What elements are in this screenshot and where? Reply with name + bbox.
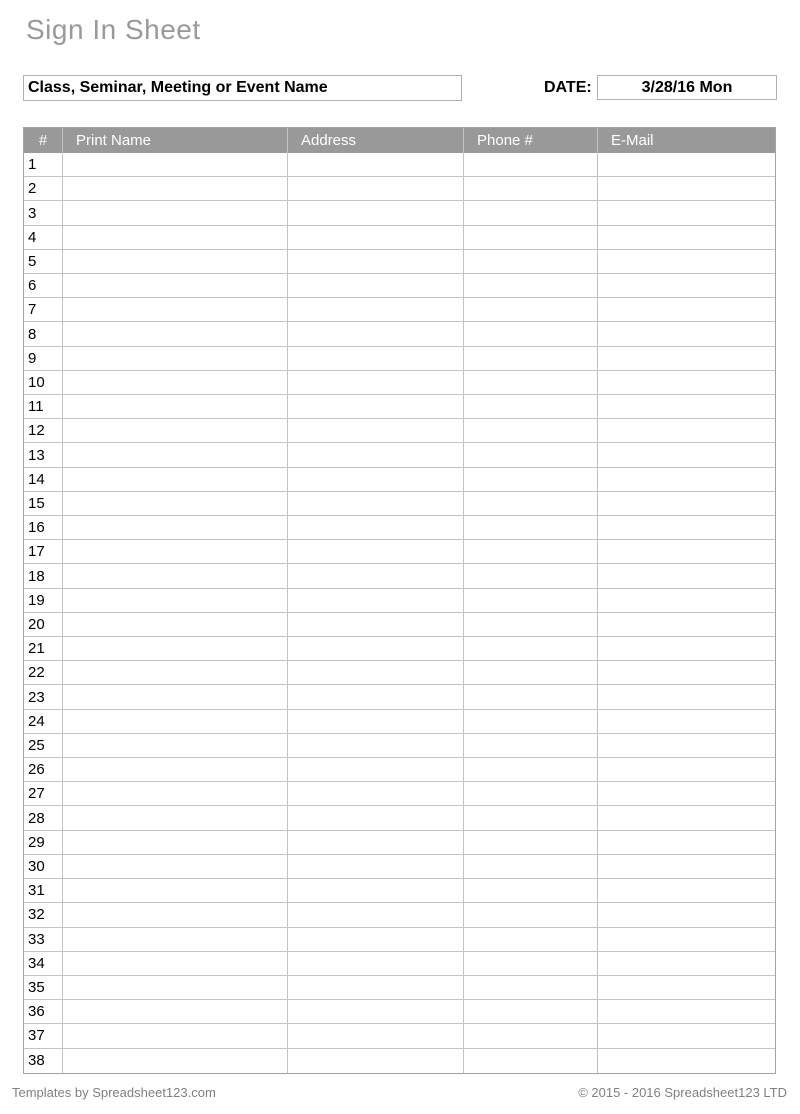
table-row: [24, 710, 775, 734]
phone-cell[interactable]: [464, 855, 598, 878]
row-number-cell: 8: [24, 322, 63, 345]
address-cell[interactable]: [288, 782, 464, 805]
phone-cell[interactable]: [464, 976, 598, 999]
date-field[interactable]: [597, 75, 777, 100]
row-number-cell: 6: [24, 274, 63, 297]
email-cell[interactable]: [598, 855, 775, 878]
print-name-cell[interactable]: [63, 298, 288, 321]
address-cell[interactable]: [288, 419, 464, 442]
print-name-cell[interactable]: [63, 928, 288, 951]
row-number-cell: 7: [24, 298, 63, 321]
print-name-cell[interactable]: [63, 395, 288, 418]
table-row: [24, 928, 775, 952]
table-row: [24, 1000, 775, 1024]
address-cell[interactable]: [288, 661, 464, 684]
email-cell[interactable]: [598, 274, 775, 297]
table-row: [24, 782, 775, 806]
email-cell[interactable]: [598, 1049, 775, 1073]
phone-cell[interactable]: [464, 201, 598, 224]
email-cell[interactable]: [598, 710, 775, 733]
phone-cell[interactable]: [464, 903, 598, 926]
address-cell[interactable]: [288, 540, 464, 563]
table-row: [24, 177, 775, 201]
email-cell[interactable]: [598, 637, 775, 660]
phone-cell[interactable]: [464, 710, 598, 733]
table-row: [24, 637, 775, 661]
print-name-cell[interactable]: [63, 226, 288, 249]
print-name-cell[interactable]: [63, 613, 288, 636]
print-name-cell[interactable]: [63, 443, 288, 466]
print-name-cell[interactable]: [63, 782, 288, 805]
phone-cell[interactable]: [464, 226, 598, 249]
column-header-address: Address: [288, 128, 464, 153]
table-row: [24, 201, 775, 225]
table-row: [24, 564, 775, 588]
phone-cell[interactable]: [464, 250, 598, 273]
address-cell[interactable]: [288, 492, 464, 515]
address-cell[interactable]: [288, 395, 464, 418]
phone-cell[interactable]: [464, 492, 598, 515]
email-cell[interactable]: [598, 685, 775, 708]
row-number-cell: 22: [24, 661, 63, 684]
email-cell[interactable]: [598, 201, 775, 224]
address-cell[interactable]: [288, 613, 464, 636]
email-cell[interactable]: [598, 782, 775, 805]
sign-in-table: [23, 127, 776, 1074]
table-row: [24, 395, 775, 419]
email-cell[interactable]: [598, 395, 775, 418]
email-cell[interactable]: [598, 564, 775, 587]
table-row: [24, 589, 775, 613]
phone-cell[interactable]: [464, 661, 598, 684]
address-cell[interactable]: [288, 564, 464, 587]
row-number-cell: 17: [24, 540, 63, 563]
table-row: [24, 226, 775, 250]
row-number-cell: 12: [24, 419, 63, 442]
print-name-cell[interactable]: [63, 274, 288, 297]
row-number-cell: 18: [24, 564, 63, 587]
print-name-cell[interactable]: [63, 468, 288, 491]
table-row: [24, 952, 775, 976]
address-cell[interactable]: [288, 1049, 464, 1073]
date-value: 3/28/16 Mon: [641, 78, 733, 96]
address-cell[interactable]: [288, 201, 464, 224]
table-row: [24, 1049, 775, 1073]
print-name-cell[interactable]: [63, 903, 288, 926]
row-number-cell: 29: [24, 831, 63, 854]
address-cell[interactable]: [288, 589, 464, 612]
footer-credit: Templates by Spreadsheet123.com: [12, 1085, 216, 1100]
phone-cell[interactable]: [464, 564, 598, 587]
address-cell[interactable]: [288, 468, 464, 491]
table-row: [24, 661, 775, 685]
email-cell[interactable]: [598, 226, 775, 249]
table-row: [24, 1024, 775, 1048]
row-number-cell: 11: [24, 395, 63, 418]
column-header-email: E-Mail: [611, 132, 654, 149]
print-name-cell[interactable]: [63, 250, 288, 273]
print-name-cell[interactable]: [63, 976, 288, 999]
address-cell[interactable]: [288, 879, 464, 902]
print-name-cell[interactable]: [63, 322, 288, 345]
email-cell[interactable]: [598, 758, 775, 781]
row-number-cell: 24: [24, 710, 63, 733]
print-name-cell[interactable]: [63, 685, 288, 708]
print-name-cell[interactable]: [63, 710, 288, 733]
row-number-cell: 20: [24, 613, 63, 636]
table-row: [24, 347, 775, 371]
address-cell[interactable]: [288, 322, 464, 345]
print-name-cell[interactable]: [63, 879, 288, 902]
print-name-cell[interactable]: [63, 661, 288, 684]
column-header-phone: Phone #: [464, 128, 598, 153]
row-number-cell: 1: [24, 153, 63, 176]
phone-cell[interactable]: [464, 1024, 598, 1047]
table-row: [24, 443, 775, 467]
row-number-cell: 38: [24, 1049, 63, 1073]
phone-cell[interactable]: [464, 516, 598, 539]
address-cell[interactable]: [288, 1024, 464, 1047]
email-cell[interactable]: [598, 661, 775, 684]
email-cell[interactable]: [598, 492, 775, 515]
event-name-field[interactable]: [23, 75, 462, 101]
email-cell[interactable]: [598, 153, 775, 176]
row-number-cell: 33: [24, 928, 63, 951]
table-body: [24, 153, 775, 1073]
address-cell[interactable]: [288, 347, 464, 370]
address-cell[interactable]: [288, 758, 464, 781]
print-name-cell[interactable]: [63, 1000, 288, 1023]
phone-cell[interactable]: [464, 322, 598, 345]
row-number-cell: 31: [24, 879, 63, 902]
address-cell[interactable]: [288, 637, 464, 660]
print-name-cell[interactable]: [63, 1024, 288, 1047]
print-name-cell[interactable]: [63, 564, 288, 587]
event-name-text: Class, Seminar, Meeting or Event Name: [28, 79, 328, 96]
email-cell[interactable]: [598, 177, 775, 200]
phone-cell[interactable]: [464, 613, 598, 636]
table-row: [24, 419, 775, 443]
address-cell[interactable]: [288, 177, 464, 200]
print-name-cell[interactable]: [63, 371, 288, 394]
row-number-cell: 15: [24, 492, 63, 515]
row-number-cell: 23: [24, 685, 63, 708]
table-row: [24, 516, 775, 540]
phone-cell[interactable]: [464, 734, 598, 757]
phone-cell[interactable]: [464, 347, 598, 370]
address-cell[interactable]: [288, 831, 464, 854]
address-cell[interactable]: [288, 734, 464, 757]
email-cell[interactable]: [598, 613, 775, 636]
row-number-cell: 10: [24, 371, 63, 394]
row-number-cell: 28: [24, 806, 63, 829]
address-cell[interactable]: [288, 226, 464, 249]
table-row: [24, 903, 775, 927]
email-cell[interactable]: [598, 734, 775, 757]
column-header-print-name: Print Name: [63, 128, 288, 153]
print-name-cell[interactable]: [63, 758, 288, 781]
table-row: [24, 371, 775, 395]
row-number-cell: 4: [24, 226, 63, 249]
row-number-cell: 37: [24, 1024, 63, 1047]
phone-cell[interactable]: [464, 806, 598, 829]
address-cell[interactable]: [288, 855, 464, 878]
phone-cell[interactable]: [464, 831, 598, 854]
print-name-cell[interactable]: [63, 540, 288, 563]
address-cell[interactable]: [288, 371, 464, 394]
row-number-cell: 26: [24, 758, 63, 781]
table-row: [24, 492, 775, 516]
email-cell[interactable]: [598, 589, 775, 612]
phone-cell[interactable]: [464, 371, 598, 394]
table-row: [24, 298, 775, 322]
phone-cell[interactable]: [464, 1049, 598, 1073]
email-cell[interactable]: [598, 1000, 775, 1023]
phone-cell[interactable]: [464, 298, 598, 321]
row-number-cell: 32: [24, 903, 63, 926]
table-row: [24, 613, 775, 637]
email-cell[interactable]: [598, 952, 775, 975]
print-name-cell[interactable]: [63, 831, 288, 854]
address-cell[interactable]: [288, 298, 464, 321]
row-number-cell: 9: [24, 347, 63, 370]
email-cell[interactable]: [598, 468, 775, 491]
address-cell[interactable]: [288, 710, 464, 733]
table-row: [24, 734, 775, 758]
address-cell[interactable]: [288, 928, 464, 951]
table-row: [24, 274, 775, 298]
address-cell[interactable]: [288, 250, 464, 273]
print-name-cell[interactable]: [63, 201, 288, 224]
table-row: [24, 153, 775, 177]
row-number-cell: 14: [24, 468, 63, 491]
email-cell[interactable]: [598, 250, 775, 273]
email-cell[interactable]: [598, 879, 775, 902]
phone-cell[interactable]: [464, 540, 598, 563]
footer-copyright: © 2015 - 2016 Spreadsheet123 LTD: [578, 1085, 787, 1100]
table-row: [24, 468, 775, 492]
address-cell[interactable]: [288, 806, 464, 829]
email-cell[interactable]: [598, 540, 775, 563]
address-cell[interactable]: [288, 153, 464, 176]
email-cell[interactable]: [598, 347, 775, 370]
phone-cell[interactable]: [464, 758, 598, 781]
phone-cell[interactable]: [464, 419, 598, 442]
table-row: [24, 806, 775, 830]
email-cell[interactable]: [598, 903, 775, 926]
phone-cell[interactable]: [464, 468, 598, 491]
address-cell[interactable]: [288, 443, 464, 466]
print-name-cell[interactable]: [63, 855, 288, 878]
print-name-cell[interactable]: [63, 153, 288, 176]
table-row: [24, 758, 775, 782]
print-name-cell[interactable]: [63, 347, 288, 370]
phone-cell[interactable]: [464, 637, 598, 660]
phone-cell[interactable]: [464, 153, 598, 176]
print-name-cell[interactable]: [63, 419, 288, 442]
row-number-cell: 25: [24, 734, 63, 757]
address-cell[interactable]: [288, 685, 464, 708]
email-cell[interactable]: [598, 419, 775, 442]
row-number-cell: 36: [24, 1000, 63, 1023]
phone-cell[interactable]: [464, 443, 598, 466]
row-number-cell: 5: [24, 250, 63, 273]
print-name-cell[interactable]: [63, 516, 288, 539]
phone-cell[interactable]: [464, 395, 598, 418]
print-name-cell[interactable]: [63, 637, 288, 660]
print-name-cell[interactable]: [63, 492, 288, 515]
print-name-cell[interactable]: [63, 734, 288, 757]
row-number-cell: 3: [24, 201, 63, 224]
column-header-number: #: [24, 128, 63, 153]
table-row: [24, 855, 775, 879]
page-title: Sign In Sheet: [26, 14, 201, 45]
table-row: [24, 322, 775, 346]
row-number-cell: 21: [24, 637, 63, 660]
phone-cell[interactable]: [464, 177, 598, 200]
phone-cell[interactable]: [464, 274, 598, 297]
email-cell[interactable]: [598, 976, 775, 999]
email-cell[interactable]: [598, 806, 775, 829]
email-cell[interactable]: [598, 443, 775, 466]
address-cell[interactable]: [288, 274, 464, 297]
phone-cell[interactable]: [464, 952, 598, 975]
phone-cell[interactable]: [464, 1000, 598, 1023]
row-number-cell: 35: [24, 976, 63, 999]
print-name-cell[interactable]: [63, 1049, 288, 1073]
phone-cell[interactable]: [464, 685, 598, 708]
print-name-cell[interactable]: [63, 806, 288, 829]
address-cell[interactable]: [288, 1000, 464, 1023]
print-name-cell[interactable]: [63, 589, 288, 612]
address-cell[interactable]: [288, 952, 464, 975]
email-cell[interactable]: [598, 831, 775, 854]
row-number-cell: 2: [24, 177, 63, 200]
row-number-cell: 30: [24, 855, 63, 878]
email-cell[interactable]: [598, 298, 775, 321]
phone-cell[interactable]: [464, 589, 598, 612]
address-cell[interactable]: [288, 903, 464, 926]
print-name-cell[interactable]: [63, 952, 288, 975]
row-number-cell: 27: [24, 782, 63, 805]
row-number-cell: 19: [24, 589, 63, 612]
date-label: DATE:: [544, 79, 592, 96]
address-cell[interactable]: [288, 976, 464, 999]
table-row: [24, 685, 775, 709]
table-row: [24, 976, 775, 1000]
row-number-cell: 16: [24, 516, 63, 539]
table-row: [24, 250, 775, 274]
email-cell[interactable]: [598, 1024, 775, 1047]
email-cell[interactable]: [598, 516, 775, 539]
phone-cell[interactable]: [464, 928, 598, 951]
email-cell[interactable]: [598, 371, 775, 394]
print-name-cell[interactable]: [63, 177, 288, 200]
email-cell[interactable]: [598, 928, 775, 951]
email-cell[interactable]: [598, 322, 775, 345]
table-row: [24, 540, 775, 564]
row-number-cell: 34: [24, 952, 63, 975]
address-cell[interactable]: [288, 516, 464, 539]
table-row: [24, 831, 775, 855]
table-header-row: [24, 128, 775, 153]
table-row: [24, 879, 775, 903]
phone-cell[interactable]: [464, 782, 598, 805]
row-number-cell: 13: [24, 443, 63, 466]
phone-cell[interactable]: [464, 879, 598, 902]
